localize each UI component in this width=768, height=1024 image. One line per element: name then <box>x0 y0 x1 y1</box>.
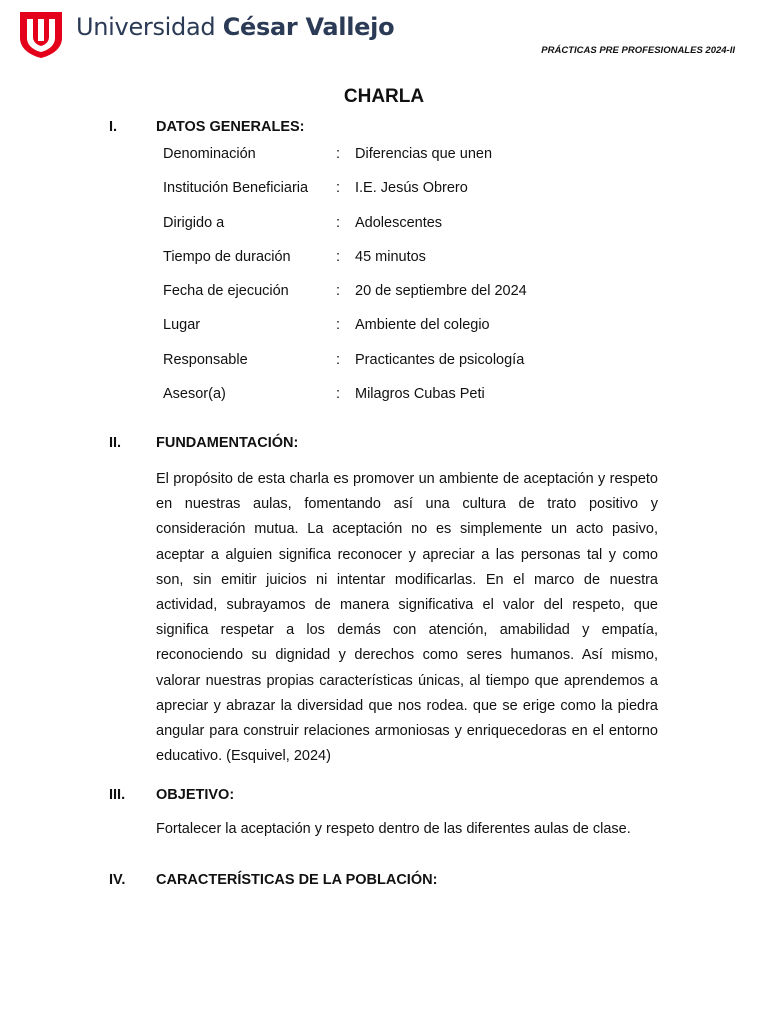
row-label: Fecha de ejecución <box>163 283 289 300</box>
section-title: DATOS GENERALES: <box>156 119 305 135</box>
university-bold: César Vallejo <box>222 13 395 41</box>
section-heading-objetivo <box>109 787 234 803</box>
section-number: IV. <box>109 872 126 888</box>
row-separator: : <box>336 214 341 231</box>
general-data-row <box>163 352 683 386</box>
general-data-row <box>163 249 683 283</box>
general-data-row <box>163 215 683 249</box>
row-value: Milagros Cubas Peti <box>355 386 485 403</box>
row-separator: : <box>336 146 341 162</box>
general-data-row <box>163 386 683 420</box>
row-value: 45 minutos <box>355 248 426 265</box>
ucv-shield-icon <box>20 12 62 58</box>
row-label: Asesor(a) <box>163 386 226 403</box>
row-separator: : <box>336 386 341 403</box>
general-data-table <box>163 146 683 420</box>
row-separator: : <box>336 283 341 300</box>
section-title: CARACTERÍSTICAS DE LA POBLACIÓN: <box>156 872 438 888</box>
section-heading-fundamentacion <box>109 435 298 451</box>
row-value: Ambiente del colegio <box>355 317 490 334</box>
section-heading-caracteristicas <box>109 872 437 888</box>
general-data-row <box>163 317 683 351</box>
section-title: OBJETIVO: <box>156 787 235 803</box>
row-separator: : <box>336 317 341 334</box>
fundamentacion-paragraph: El propósito de esta charla es promover un ambiente de aceptación y respeto en nuestras aulas, fomentando así una cultura de trato positivo y consideración mutua. La aceptación no es simplemente un acto pasivo, aceptar a alguien significa reconocer y apreciar a las personas tal y como son, sin emitir juicios ni intentar modificarlas. En el marco de nuestra actividad, subrayamos de manera significativa el valor del respeto, que significa respetar a los demás con atención, amabilidad y empatía, reconociendo su dignidad y derechos como seres humanos. Así mismo, valorar nuestras propias características únicas, al tiempo que aprendemos a apreciar y abrazar la diversidad que nos rodea. que se erige como la piedra angular para construir relaciones armoniosas y enriquecedoras en el entorno educativo. (Esquivel, 2024) <box>156 471 658 765</box>
general-data-row <box>163 283 683 317</box>
row-label: Tiempo de duración <box>163 248 291 265</box>
document-title: CHARLA <box>343 86 425 107</box>
objetivo-paragraph: Fortalecer la aceptación y respeto dentro de las diferentes aulas de clase. <box>156 821 631 837</box>
section-number: III. <box>109 787 126 803</box>
general-data-row <box>163 146 683 180</box>
university-name <box>76 13 394 41</box>
row-value: Practicantes de psicología <box>355 351 525 368</box>
header-course-label: PRÁCTICAS PRE PROFESIONALES 2024-II <box>541 45 735 56</box>
row-label: Denominación <box>163 146 256 162</box>
row-value: Diferencias que unen <box>355 146 493 162</box>
section-number: I. <box>109 119 118 135</box>
row-value: 20 de septiembre del 2024 <box>355 283 527 300</box>
row-value: I.E. Jesús Obrero <box>355 180 468 197</box>
general-data-row <box>163 180 683 214</box>
row-label: Responsable <box>163 351 248 368</box>
row-label: Institución Beneficiaria <box>163 180 309 197</box>
row-value: Adolescentes <box>355 214 443 231</box>
row-label: Lugar <box>163 317 201 334</box>
section-heading-datos-generales <box>109 119 305 135</box>
row-separator: : <box>336 248 341 265</box>
row-separator: : <box>336 180 341 197</box>
row-separator: : <box>336 351 341 368</box>
section-title: FUNDAMENTACIÓN: <box>156 435 299 451</box>
row-label: Dirigido a <box>163 214 225 231</box>
section-number: II. <box>109 435 122 451</box>
university-prefix: Universidad <box>76 13 216 41</box>
